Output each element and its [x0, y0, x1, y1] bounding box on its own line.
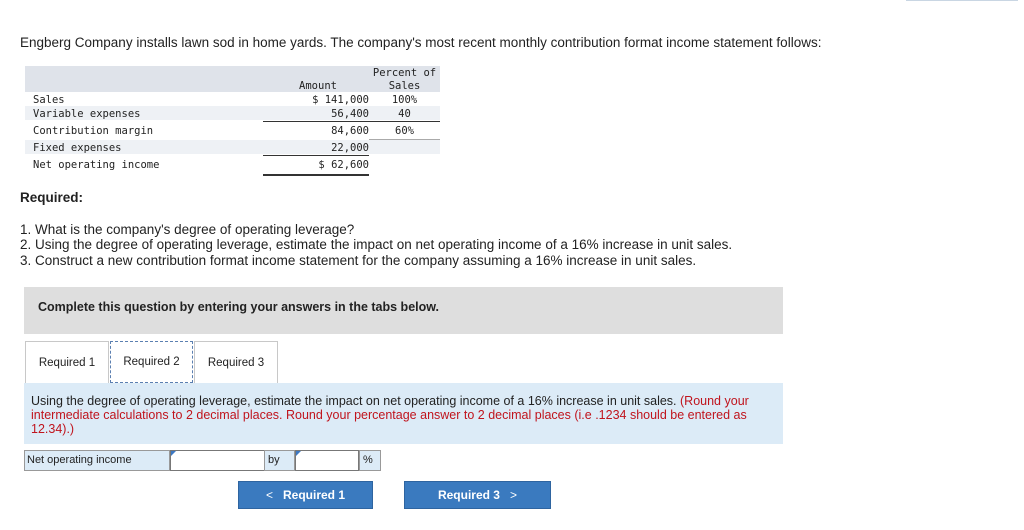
instruction-box	[24, 383, 783, 444]
row-sales-percent: 100%	[391, 94, 418, 106]
percent-unit: %	[359, 450, 381, 471]
intro-text: Engberg Company installs lawn sod in home yards. The company's most recent monthly contribution format income statement follows:	[20, 35, 822, 50]
income-statement	[25, 66, 440, 176]
next-button-label: Required 3	[437, 488, 500, 502]
row-sales-label: Sales	[33, 94, 65, 106]
row-fixed-amount: 22,000	[331, 142, 369, 154]
row-sales-amount: $ 141,000	[312, 94, 369, 106]
complete-prompt-box	[24, 287, 783, 334]
answer-label: Net operating income	[24, 450, 170, 471]
total-underline	[263, 174, 369, 176]
question-2: 2. Using the degree of operating leverage, estimate the impact on net operating income of a 16% increase in unit sales.	[20, 237, 733, 252]
question-3: 3. Construct a new contribution format income statement for the company assuming a 16% increase in unit sales.	[20, 253, 697, 268]
row-cm-label: Contribution margin	[33, 125, 154, 137]
next-required-button[interactable]	[404, 481, 551, 509]
header-sales: Sales	[388, 80, 421, 92]
percent-input[interactable]	[296, 451, 358, 470]
row-cm-percent: 60%	[395, 125, 414, 137]
chevron-right-icon: >	[510, 488, 518, 502]
question-1: 1. What is the company's degree of operating leverage?	[20, 222, 355, 237]
chevron-left-icon: <	[265, 488, 273, 502]
subtotal-line	[263, 155, 369, 156]
row-noi-label: Net operating income	[33, 159, 160, 171]
complete-prompt: Complete this question by entering your answers in the tabs below.	[38, 300, 439, 314]
by-label: by	[264, 450, 295, 471]
header-percent-of: Percent of	[372, 67, 437, 79]
percent-end-line	[369, 139, 440, 140]
prev-required-button[interactable]	[238, 481, 373, 509]
header-amount: Amount	[299, 80, 337, 92]
input-marker-icon	[296, 451, 301, 456]
prev-button-label: Required 1	[283, 488, 346, 502]
top-divider	[906, 0, 1018, 1]
instruction-main: Using the degree of operating leverage, estimate the impact on net operating income of a 16% increase in unit sales.	[31, 394, 677, 408]
row-noi-amount: $ 62,600	[318, 159, 369, 171]
row-variable-label: Variable expenses	[33, 108, 141, 120]
instruction-rounding-note: (Round your intermediate calculations to 2 decimal places. Round your percentage answer to 2 decimal places (i.e .1234 should be entered as 12.34).)	[31, 394, 749, 436]
row-variable-amount: 56,400	[331, 108, 369, 120]
tab-required-2[interactable]: Required 2	[110, 341, 193, 383]
subtotal-line	[263, 121, 369, 122]
row-cm-amount: 84,600	[331, 125, 369, 137]
input-marker-icon	[171, 451, 176, 456]
row-variable-percent: 40	[398, 108, 411, 120]
required-heading: Required:	[20, 190, 84, 205]
tab-required-1[interactable]: Required 1	[25, 341, 109, 383]
row-fixed-label: Fixed expenses	[33, 142, 122, 154]
tab-required-3[interactable]: Required 3	[194, 341, 278, 383]
subtotal-line	[369, 121, 440, 122]
instruction-text	[31, 394, 776, 436]
percent-input-wrap	[295, 450, 359, 471]
